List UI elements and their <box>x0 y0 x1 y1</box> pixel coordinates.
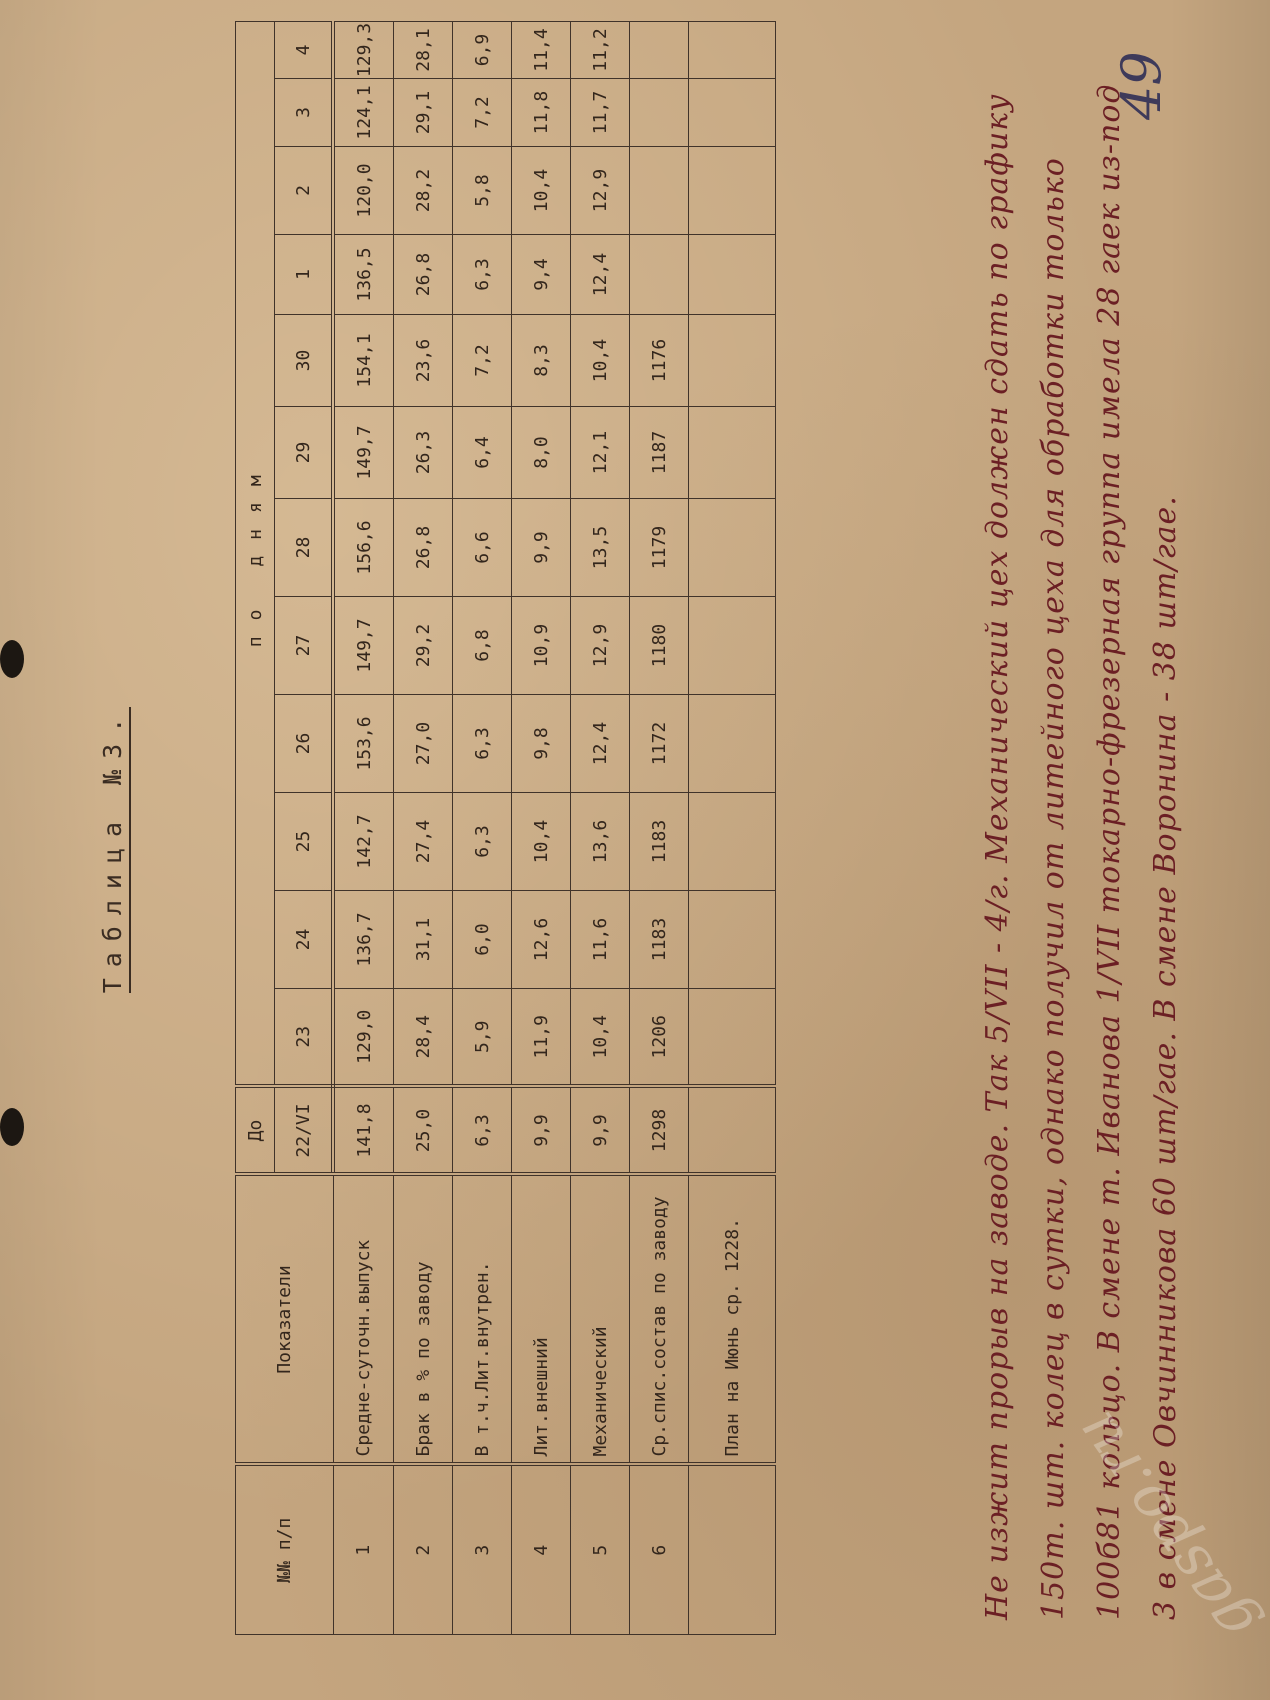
table-row <box>453 22 512 1635</box>
row-day-value: 12,4 <box>571 235 630 315</box>
row-prior-value: 25,0 <box>394 1087 453 1175</box>
row-day-value: 6,3 <box>453 695 512 793</box>
row-label: Брак в % по заводу <box>394 1175 453 1465</box>
row-day-value: 9,8 <box>512 695 571 793</box>
row-day-value: 6,0 <box>453 891 512 989</box>
row-day-value: 11,2 <box>571 22 630 79</box>
row-number: 3 <box>453 1465 512 1635</box>
row-day-value: 28,4 <box>394 989 453 1087</box>
row-day-value: 136,7 <box>333 891 394 989</box>
table-row <box>512 22 571 1635</box>
header-day: 28 <box>275 499 334 597</box>
row-day-value: 7,2 <box>453 315 512 407</box>
data-table <box>235 21 776 1635</box>
row-day-value: 9,4 <box>512 235 571 315</box>
row-day-value: 7,2 <box>453 79 512 147</box>
header-day: 1 <box>275 235 334 315</box>
header-number: №№ п/п <box>236 1465 334 1635</box>
row-day-value <box>689 147 776 235</box>
row-prior-value: 141,8 <box>333 1087 394 1175</box>
row-day-value: 1187 <box>630 407 689 499</box>
row-day-value: 28,1 <box>394 22 453 79</box>
row-day-value: 124,1 <box>333 79 394 147</box>
row-day-value: 6,9 <box>453 22 512 79</box>
header-day: 2 <box>275 147 334 235</box>
row-day-value: 11,7 <box>571 79 630 147</box>
row-number: 2 <box>394 1465 453 1635</box>
row-day-value: 6,8 <box>453 597 512 695</box>
row-day-value: 136,5 <box>333 235 394 315</box>
row-label: Лит.внешний <box>512 1175 571 1465</box>
row-day-value: 9,9 <box>512 499 571 597</box>
header-days: по дням <box>236 22 275 1087</box>
row-day-value <box>689 989 776 1087</box>
header-label: Показатели <box>236 1175 334 1465</box>
table-row <box>571 22 630 1635</box>
row-day-value: 10,9 <box>512 597 571 695</box>
row-day-value <box>689 79 776 147</box>
row-day-value <box>689 315 776 407</box>
table-row <box>689 22 776 1635</box>
row-day-value: 10,4 <box>512 147 571 235</box>
row-day-value: 129,0 <box>333 989 394 1087</box>
header-day: 29 <box>275 407 334 499</box>
row-day-value <box>630 22 689 79</box>
row-day-value: 12,1 <box>571 407 630 499</box>
row-day-value: 11,8 <box>512 79 571 147</box>
row-day-value: 6,3 <box>453 793 512 891</box>
row-day-value: 26,8 <box>394 499 453 597</box>
row-day-value: 31,1 <box>394 891 453 989</box>
row-prior-value: 6,3 <box>453 1087 512 1175</box>
row-day-value: 5,8 <box>453 147 512 235</box>
header-day: 27 <box>275 597 334 695</box>
row-day-value: 129,3 <box>333 22 394 79</box>
header-day: 25 <box>275 793 334 891</box>
header-day: 23 <box>275 989 334 1087</box>
table-row <box>394 22 453 1635</box>
row-day-value: 5,9 <box>453 989 512 1087</box>
row-day-value: 28,2 <box>394 147 453 235</box>
row-day-value <box>689 695 776 793</box>
table-row <box>333 22 394 1635</box>
row-day-value: 12,9 <box>571 597 630 695</box>
row-day-value: 26,3 <box>394 407 453 499</box>
row-label: В т.ч.Лит.внутрен. <box>453 1175 512 1465</box>
row-day-value <box>689 499 776 597</box>
row-day-value: 1183 <box>630 793 689 891</box>
header-day: 24 <box>275 891 334 989</box>
row-day-value: 27,4 <box>394 793 453 891</box>
row-day-value <box>689 22 776 79</box>
header-day: 4 <box>275 22 334 79</box>
handwritten-note: Не изжит прорыв на заводе. Так 5/VII - 4/г. Механический цех должен сдать по графику 150т. шт. колец в сутки, однако получил от литейного цеха для обработки только 100б81 кольцо. В смене т. Иванова 1/VII токарно-фрезерная группа имела 28 гаек из-под 3 в смене Овчинникова 60 шт/гае. В смене Воронина - 38 шт/гае. <box>980 83 1183 1620</box>
row-day-value <box>630 147 689 235</box>
row-day-value <box>689 891 776 989</box>
row-label: План на Июнь ср. 1228. <box>689 1175 776 1465</box>
row-day-value <box>630 235 689 315</box>
row-day-value: 13,5 <box>571 499 630 597</box>
table-title: Таблица №3. <box>98 0 127 1700</box>
row-day-value: 1172 <box>630 695 689 793</box>
watermark: gaspo.ru <box>1060 1399 1270 1657</box>
row-number: 6 <box>630 1465 689 1635</box>
row-day-value: 29,1 <box>394 79 453 147</box>
row-day-value: 6,3 <box>453 235 512 315</box>
row-prior-value <box>689 1087 776 1175</box>
row-day-value: 12,6 <box>512 891 571 989</box>
row-label: Средне-суточн.выпуск <box>333 1175 394 1465</box>
row-prior-value: 9,9 <box>512 1087 571 1175</box>
row-day-value: 149,7 <box>333 597 394 695</box>
row-day-value: 11,4 <box>512 22 571 79</box>
row-day-value: 13,6 <box>571 793 630 891</box>
header-day: 3 <box>275 79 334 147</box>
row-day-value: 1183 <box>630 891 689 989</box>
row-day-value: 12,9 <box>571 147 630 235</box>
row-day-value <box>689 407 776 499</box>
row-day-value: 10,4 <box>571 315 630 407</box>
header-prior: До <box>236 1087 275 1175</box>
row-day-value <box>630 79 689 147</box>
row-day-value: 27,0 <box>394 695 453 793</box>
row-label: Механический <box>571 1175 630 1465</box>
row-label: Ср.спис.состав по заводу <box>630 1175 689 1465</box>
row-number <box>689 1465 776 1635</box>
row-day-value: 12,4 <box>571 695 630 793</box>
row-day-value: 1206 <box>630 989 689 1087</box>
row-day-value: 1179 <box>630 499 689 597</box>
row-day-value <box>689 597 776 695</box>
row-number: 5 <box>571 1465 630 1635</box>
row-day-value: 1180 <box>630 597 689 695</box>
table-body <box>333 22 776 1635</box>
row-day-value: 6,6 <box>453 499 512 597</box>
header-prior-date: 22/VI <box>275 1087 334 1175</box>
table-row <box>630 22 689 1635</box>
row-day-value: 29,2 <box>394 597 453 695</box>
page-number: 49 <box>1110 51 1173 120</box>
row-day-value: 11,9 <box>512 989 571 1087</box>
header-day: 30 <box>275 315 334 407</box>
row-day-value: 142,7 <box>333 793 394 891</box>
row-day-value: 10,4 <box>571 989 630 1087</box>
row-number: 1 <box>333 1465 394 1635</box>
header-day: 26 <box>275 695 334 793</box>
row-day-value: 149,7 <box>333 407 394 499</box>
row-day-value: 26,8 <box>394 235 453 315</box>
row-day-value: 10,4 <box>512 793 571 891</box>
row-day-value: 11,6 <box>571 891 630 989</box>
row-day-value: 120,0 <box>333 147 394 235</box>
row-day-value <box>689 793 776 891</box>
row-day-value: 8,3 <box>512 315 571 407</box>
row-prior-value: 9,9 <box>571 1087 630 1175</box>
row-day-value: 154,1 <box>333 315 394 407</box>
row-day-value: 156,6 <box>333 499 394 597</box>
row-day-value: 8,0 <box>512 407 571 499</box>
row-day-value: 1176 <box>630 315 689 407</box>
row-day-value: 23,6 <box>394 315 453 407</box>
row-prior-value: 1298 <box>630 1087 689 1175</box>
row-day-value: 6,4 <box>453 407 512 499</box>
row-day-value: 153,6 <box>333 695 394 793</box>
row-number: 4 <box>512 1465 571 1635</box>
row-day-value <box>689 235 776 315</box>
